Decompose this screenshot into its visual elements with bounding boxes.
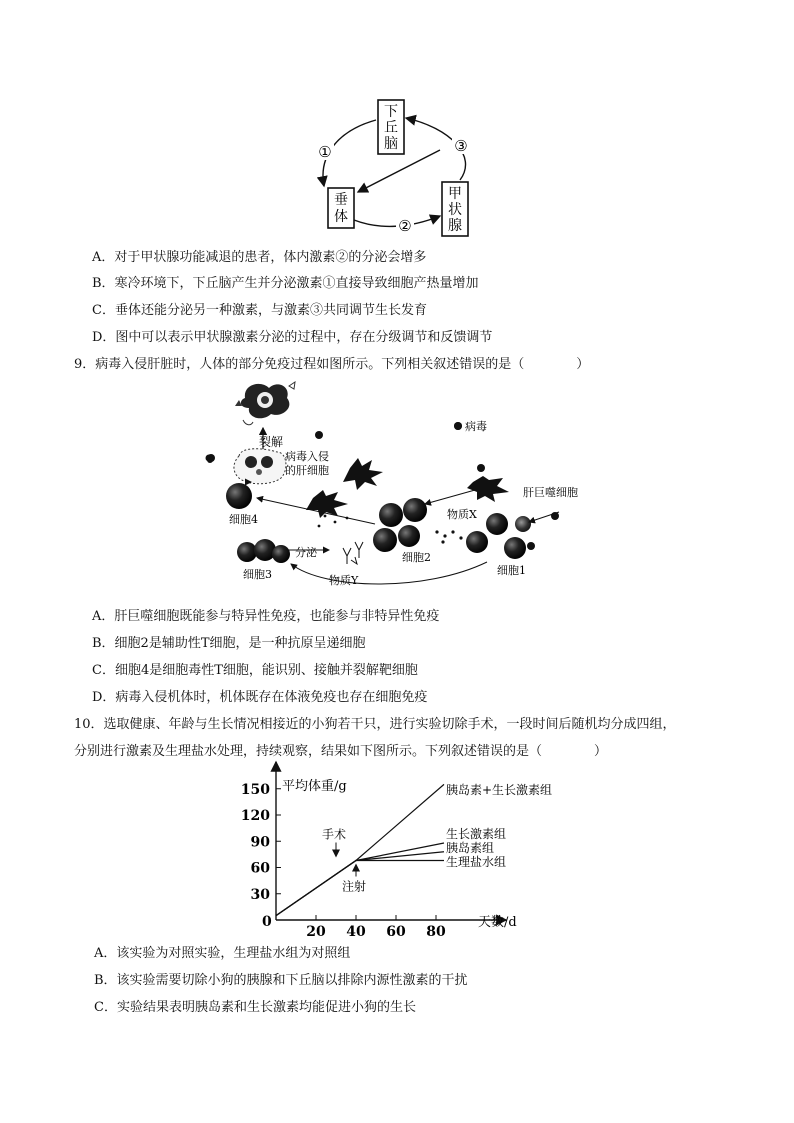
q8-option-d: D．图中可以表示甲状腺激素分泌的过程中，存在分级调节和反馈调节 [92, 330, 493, 345]
immune-process-diagram [225, 378, 585, 593]
hypothalamus-char-1: 下 [384, 104, 398, 120]
arrow-thyroid-to-pituitary [358, 150, 440, 192]
q9-option-c: C．细胞4是细胞毒性T细胞，能识别、接触并裂解靶细胞 [92, 663, 418, 678]
cell4-icon [226, 483, 252, 509]
arrow-macrophage-to-cell2 [425, 490, 475, 504]
q8-option-c: C．垂体还能分泌另一种激素，与激素③共同调节生长发育 [92, 303, 427, 318]
thyroid-char-2: 状 [448, 202, 462, 218]
hormone-feedback-diagram [310, 92, 490, 240]
y-tick-label: 90 [250, 834, 270, 851]
arrow-cell1-to-cell3 [291, 562, 487, 584]
q8-option-b: B．寒冷环境下，下丘脑产生并分泌激素①直接导致细胞产热量增加 [92, 276, 479, 291]
cell3-cluster [237, 539, 290, 563]
q10-option-c: C．实验结果表明胰岛素和生长激素均能促进小狗的生长 [94, 1000, 416, 1015]
pituitary-char-1: 垂 [334, 192, 348, 208]
label-lysis: 裂解 [259, 435, 284, 449]
label-virus: 病毒 [465, 420, 487, 433]
weight-growth-chart [240, 772, 553, 940]
lysed-liver-cell [235, 382, 295, 425]
marker-2: ② [398, 217, 412, 235]
series-line [276, 784, 444, 915]
y-tick-label: 150 [240, 781, 270, 798]
y-tick-label: 120 [240, 808, 270, 824]
pituitary-char-2: 体 [334, 209, 348, 225]
label-infected-line2: 的肝细胞 [285, 464, 329, 477]
q9-option-b: B．细胞2是辅助性T细胞，是一种抗原呈递细胞 [92, 636, 366, 651]
y-tick-label: 30 [250, 886, 270, 903]
q10-option-a: A．该实验为对照实验，生理盐水组为对照组 [94, 946, 351, 961]
hypothalamus-char-3: 脑 [384, 136, 398, 152]
y-tick-label: 60 [250, 860, 270, 877]
thyroid-char-3: 腺 [448, 218, 462, 234]
q10-option-b: B．该实验需要切除小狗的胰腺和下丘脑以排除内源性激素的干扰 [94, 973, 468, 988]
label-substance-y: 物质Y [329, 574, 359, 587]
label-infected-line1: 病毒入侵 [285, 450, 329, 463]
hypothalamus-char-2: 丘 [384, 120, 398, 136]
series-label: 胰岛素+生长激素组 [446, 783, 553, 797]
label-cell1: 细胞1 [497, 564, 526, 577]
label-secrete: 分泌 [295, 546, 317, 559]
virus-legend-icon [454, 422, 462, 430]
annotation-surgery: 手术 [322, 827, 347, 842]
x-tick-label: 40 [346, 924, 366, 940]
cell2-cluster [373, 498, 427, 552]
series-label: 胰岛素组 [446, 841, 495, 855]
x-tick-label: 20 [306, 924, 326, 940]
marker-3: ③ [454, 137, 468, 155]
label-cell4: 细胞4 [229, 513, 258, 526]
origin-label: 0 [262, 914, 272, 930]
label-macrophage: 肝巨噬细胞 [523, 486, 578, 499]
q8-option-a: A．对于甲状腺功能减退的患者，体内激素②的分泌会增多 [92, 250, 427, 265]
annotation-injection: 注射 [342, 879, 367, 894]
q9-option-a: A．肝巨噬细胞既能参与特异性免疫，也能参与非特异性免疫 [92, 609, 440, 624]
series-label: 生理盐水组 [446, 855, 507, 869]
infected-liver-cell [234, 449, 286, 484]
label-cell3: 细胞3 [243, 568, 272, 581]
x-tick-label: 60 [386, 924, 406, 940]
y-axis-label: 平均体重/g [282, 779, 347, 794]
marker-1: ① [318, 143, 332, 161]
thyroid-char-1: 甲 [448, 186, 462, 202]
q9-stem: 9．病毒入侵肝脏时，人体的部分免疫过程如图所示。下列相关叙述错误的是（ ） [74, 357, 590, 372]
label-cell2: 细胞2 [402, 551, 431, 564]
virus-icon [207, 454, 215, 462]
series-label: 生长激素组 [446, 827, 507, 841]
x-axis-label: 天数/d [478, 915, 517, 930]
antibody-icons [343, 542, 363, 564]
x-tick-label: 80 [426, 924, 446, 940]
q9-option-d: D．病毒入侵机体时，机体既存在体液免疫也存在细胞免疫 [92, 690, 428, 705]
label-substance-x: 物质X [447, 508, 477, 521]
q10-stem-line1: 10．选取健康、年龄与生长情况相接近的小狗若干只，进行实验切除手术，一段时间后随机均分成四组， [74, 717, 676, 732]
q10-stem-line2: 分别进行激素及生理盐水处理，持续观察，结果如下图所示。下列叙述错误的是（ ） [74, 744, 608, 759]
